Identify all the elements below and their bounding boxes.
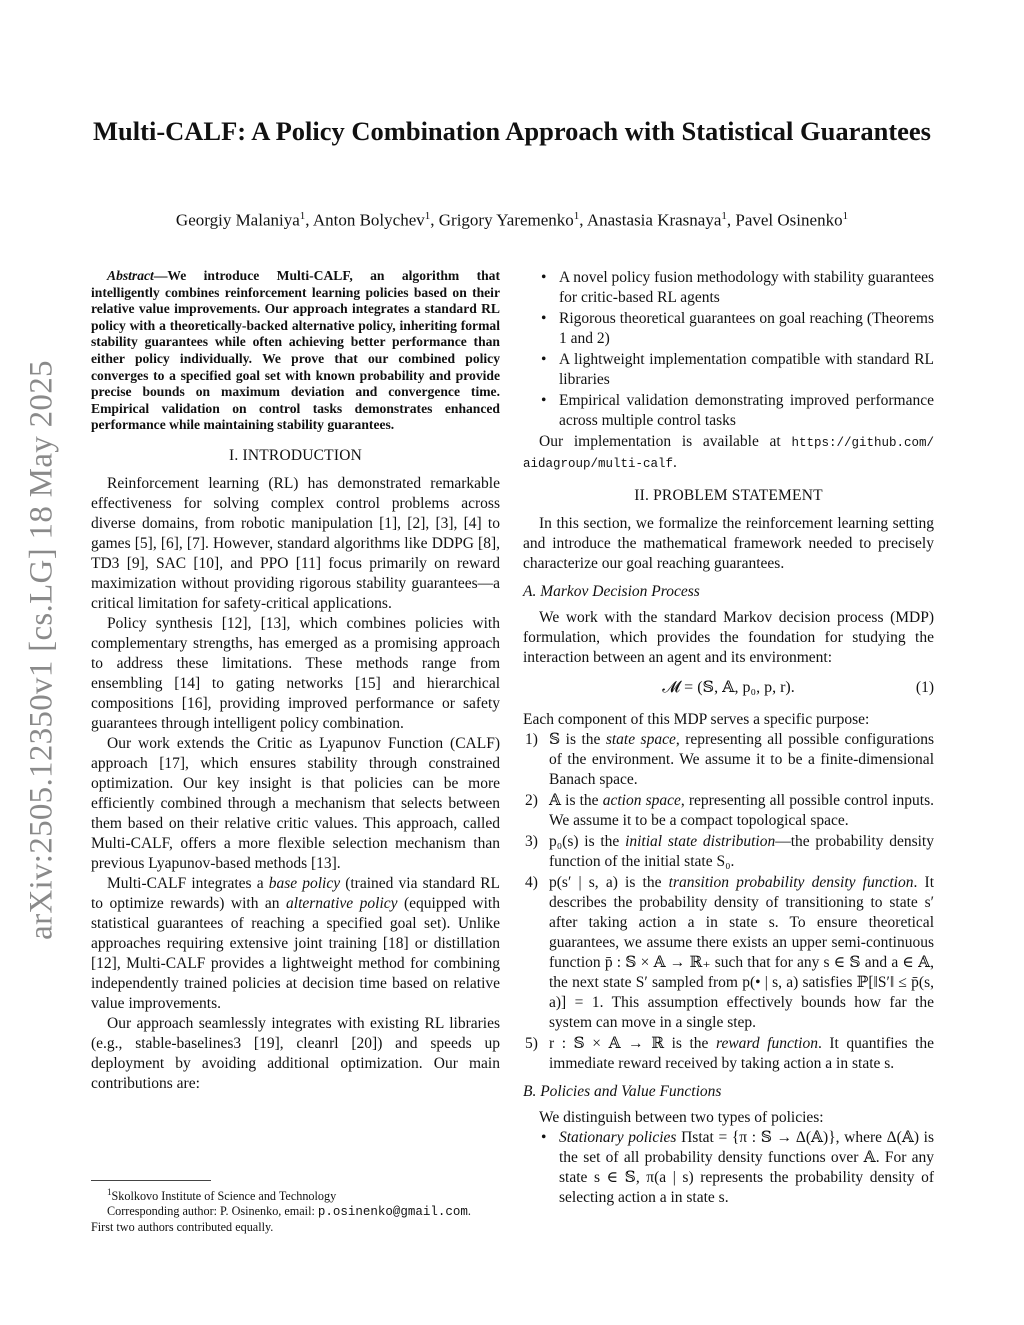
emphasis-base-policy: base policy	[268, 874, 341, 892]
problem-intro: In this section, we formalize the reinforcement learning setting and introduce the mathematical framework needed to precisely characterize our goal reaching guarantees.	[523, 515, 934, 572]
term: state space	[605, 731, 676, 748]
footnote-corresponding	[91, 1204, 500, 1220]
subsection-heading-mdp: A. Markov Decision Process	[523, 583, 700, 600]
implementation-note	[523, 432, 934, 474]
author-affiliation-mark: 1	[573, 210, 580, 222]
repo-link-continued[interactable]: aidagroup/multi-calf	[523, 457, 674, 471]
footnote-equal-contribution: First two authors contributed equally.	[91, 1220, 274, 1235]
section-heading-problem-statement: II. PROBLEM STATEMENT	[634, 487, 823, 504]
abstract-dash: —	[153, 268, 168, 283]
list-item	[523, 309, 934, 349]
list-item	[523, 791, 934, 831]
text-run: . It describes the probability density of transitioning to state s′ after taking action a in state s. To ensure theoretical guarantees, we assume there exists an upper semi-continuous function p̄ : 𝕊 × 𝔸 → ℝ₊ such that for any s ∈ 𝕊 and a ∈ 𝔸, the next state S′ sampled from p(• | s, a) satisfies ℙ[‖S′‖ ≤ p̄(s, a)] = 1. This assumption effectively bounds how far the system can move in a single step.	[549, 874, 934, 1031]
text-run: , representing all possible configurations of the environment. We assume it to be a finite-dimensional Banach space.	[549, 731, 934, 788]
list-item	[523, 268, 934, 308]
author-affiliation-mark: 1	[721, 210, 727, 222]
author: Anton Bolychev	[312, 210, 425, 230]
item-number: 4)	[525, 874, 538, 891]
repo-link[interactable]: https://github.com/	[791, 436, 934, 450]
equation-number: (1)	[915, 679, 934, 696]
author-affiliation-mark: 1	[842, 210, 849, 222]
footnote-affiliation	[91, 1185, 500, 1204]
list-item	[523, 1034, 934, 1074]
author: Pavel Osinenko	[735, 210, 843, 230]
author-list: Georgiy Malaniya$^1$, Anton Bolychev$^1$, Grigory Yaremenko$^1$, Anastasia Krasnaya$^1$, Pavel Osinenko$^1$	[175, 210, 849, 230]
abstract-text: We introduce Multi-CALF, an algorithm that intelligently combines reinforcement learning policies based on their relative value improvements. Our approach integrates a standard RL policy with a theoretically-backed alternative policy, inheriting formal stability guarantees while often achieving better performance than either policy individually. We prove that our combined policy converges to a specified goal set with known probability and provide precise bounds on maximum deviation and convergence time. Empirical validation on control tasks demonstrates enhanced performance while maintaining stability guarantees.	[91, 268, 500, 433]
text-run: 𝔸 is the	[549, 792, 603, 809]
policies-intro: We distinguish between two types of policies:	[539, 1109, 824, 1126]
intro-paragraph	[91, 874, 500, 1014]
text-run: (equipped with statistical guarantees of reaching a specified goal set). Unlike approaches requiring extensive joint training [18] or distillation [12], Multi-CALF provides a lightweight method for combining independently trained policies at decision time based on relative value improvements.	[91, 894, 500, 1012]
contribution-text: A novel policy fusion methodology with stability guarantees for critic-based RL agents	[559, 269, 934, 306]
paper-title: Multi-CALF: A Policy Combination Approach with Statistical Guarantees	[93, 116, 931, 146]
email-link[interactable]: p.osinenko@gmail.com	[317, 1205, 468, 1220]
item-number: 1)	[525, 731, 538, 748]
equation-body: 𝓜 = (𝕊, 𝔸, p₀, p, r).	[662, 679, 795, 696]
bullet-icon: •	[541, 310, 547, 327]
text-run: Πstat = {π : 𝕊 → Δ(𝔸)}, where Δ(𝔸) is the set of all probability density functions over 𝔸. For any state s ∈ 𝕊, π(a | s) represents the probability density of selecting action a in state s.	[559, 1129, 934, 1206]
text-run: 𝕊 is the	[549, 731, 606, 748]
footnote-rule	[91, 1180, 211, 1181]
item-number: 3)	[525, 833, 538, 850]
text-run: .	[673, 454, 677, 471]
contribution-text: A lightweight implementation compatible with standard RL libraries	[559, 351, 934, 388]
affiliation-text: Skolkovo Institute of Science and Technology	[111, 1189, 337, 1204]
intro-paragraph: Reinforcement learning (RL) has demonstrated remarkable effectiveness for solving complex control problems across diverse domains, from robotic manipulation [1], [2], [3], [4] to games [5], [6], [7]. However, standard algorithms like DDPG [8], TD3 [9], SAC [10], and PPO [11] focus primarily on reward maximization without providing rigorous stability guarantees—a critical limitation for safety-critical applications.	[91, 474, 500, 612]
corresponding-text: Corresponding author: P. Osinenko, email:	[107, 1204, 318, 1219]
term: transition probability density function	[668, 874, 914, 891]
text-run: (trained via standard RL to optimize rewards) with an	[91, 874, 500, 912]
list-item	[523, 873, 934, 1033]
item-number: 5)	[525, 1035, 538, 1052]
mdp-components-list	[523, 730, 934, 1074]
item-number: 2)	[525, 792, 538, 809]
author: Georgiy Malaniya	[175, 210, 300, 230]
bullet-icon: •	[541, 1129, 547, 1146]
author: Grigory Yaremenko	[438, 210, 574, 230]
bullet-icon: •	[541, 351, 547, 368]
right-column	[523, 268, 934, 1209]
bullet-icon: •	[541, 392, 547, 409]
text-run: r : 𝕊 × 𝔸 → ℝ is the	[549, 1035, 716, 1052]
intro-paragraph: Our approach seamlessly integrates with existing RL libraries (e.g., stable-baselines3 [19], cleanrl [20]) and speeds up deployment by avoiding additional optimization. Our main contributions are:	[91, 1014, 500, 1092]
term: reward function	[715, 1035, 818, 1052]
footnotes	[91, 1180, 500, 1235]
term: initial state distribution	[625, 833, 776, 850]
contributions-list	[523, 268, 934, 431]
term: Stationary policies	[559, 1129, 677, 1146]
list-item	[523, 391, 934, 431]
text-run: Multi-CALF integrates a	[107, 874, 269, 892]
author-affiliation-mark: 1	[424, 210, 431, 222]
intro-paragraph: Our work extends the Critic as Lyapunov Function (CALF) approach [17], which ensures stability through constrained optimization. Our key insight is that policies can be more efficiently combined through a mechanism that selects between them based on their relative critic values. This approach, called Multi-CALF, offers a more flexible selection mechanism than previous Lyapunov-based methods [13].	[91, 734, 500, 872]
emphasis-alternative-policy: alternative policy	[286, 894, 398, 912]
bullet-icon: •	[541, 269, 547, 286]
section-heading-introduction: I. INTRODUCTION	[228, 446, 362, 464]
contribution-text: Empirical validation demonstrating improved performance across multiple control tasks	[559, 392, 934, 429]
text-run: p(s′ | s, a) is the	[549, 874, 669, 891]
text-run: p₀(s) is the	[549, 833, 626, 850]
arxiv-sidebar	[12, 330, 72, 970]
arxiv-identifier: arXiv:2505.12350v1 [cs.LG] 18 May 2025	[23, 360, 60, 940]
term: action space	[602, 792, 681, 809]
text-run: .	[467, 1204, 471, 1219]
text-run: , representing all possible control inputs. We assume it to be a compact topological space.	[549, 792, 934, 829]
list-item	[523, 730, 934, 790]
list-item	[523, 350, 934, 390]
policy-types-list	[523, 1128, 934, 1208]
abstract-label: Abstract	[107, 268, 154, 283]
components-intro: Each component of this MDP serves a specific purpose:	[523, 711, 870, 728]
intro-paragraph: Policy synthesis [12], [13], which combines policies with complementary strengths, has emerged as a promising approach to address these limitations. These methods range from ensembling [14] to gating networks [15] and hierarchical compositions [16], providing improved performance or safety guarantees through intelligent policy combination.	[91, 614, 500, 732]
author-affiliation-mark: 1	[299, 210, 306, 222]
left-column	[91, 268, 500, 1235]
list-item	[523, 832, 934, 872]
equation-1	[523, 672, 934, 706]
abstract	[91, 268, 500, 434]
footnote-mark: 1	[107, 1187, 112, 1197]
mdp-paragraph: We work with the standard Markov decision process (MDP) formulation, which provides the foundation for studying the interaction between an agent and its environment:	[523, 609, 934, 666]
contribution-text: Rigorous theoretical guarantees on goal reaching (Theorems 1 and 2)	[559, 310, 934, 347]
author: Anastasia Krasnaya	[586, 210, 722, 230]
text-run: . It quantifies the immediate reward received by taking action a in state s.	[549, 1035, 934, 1072]
text-run: Our implementation is available at	[539, 433, 792, 450]
list-item	[523, 1128, 934, 1208]
subsection-heading-policies: B. Policies and Value Functions	[523, 1083, 722, 1100]
text-run: —the probability density function of the initial state S₀.	[549, 833, 934, 870]
